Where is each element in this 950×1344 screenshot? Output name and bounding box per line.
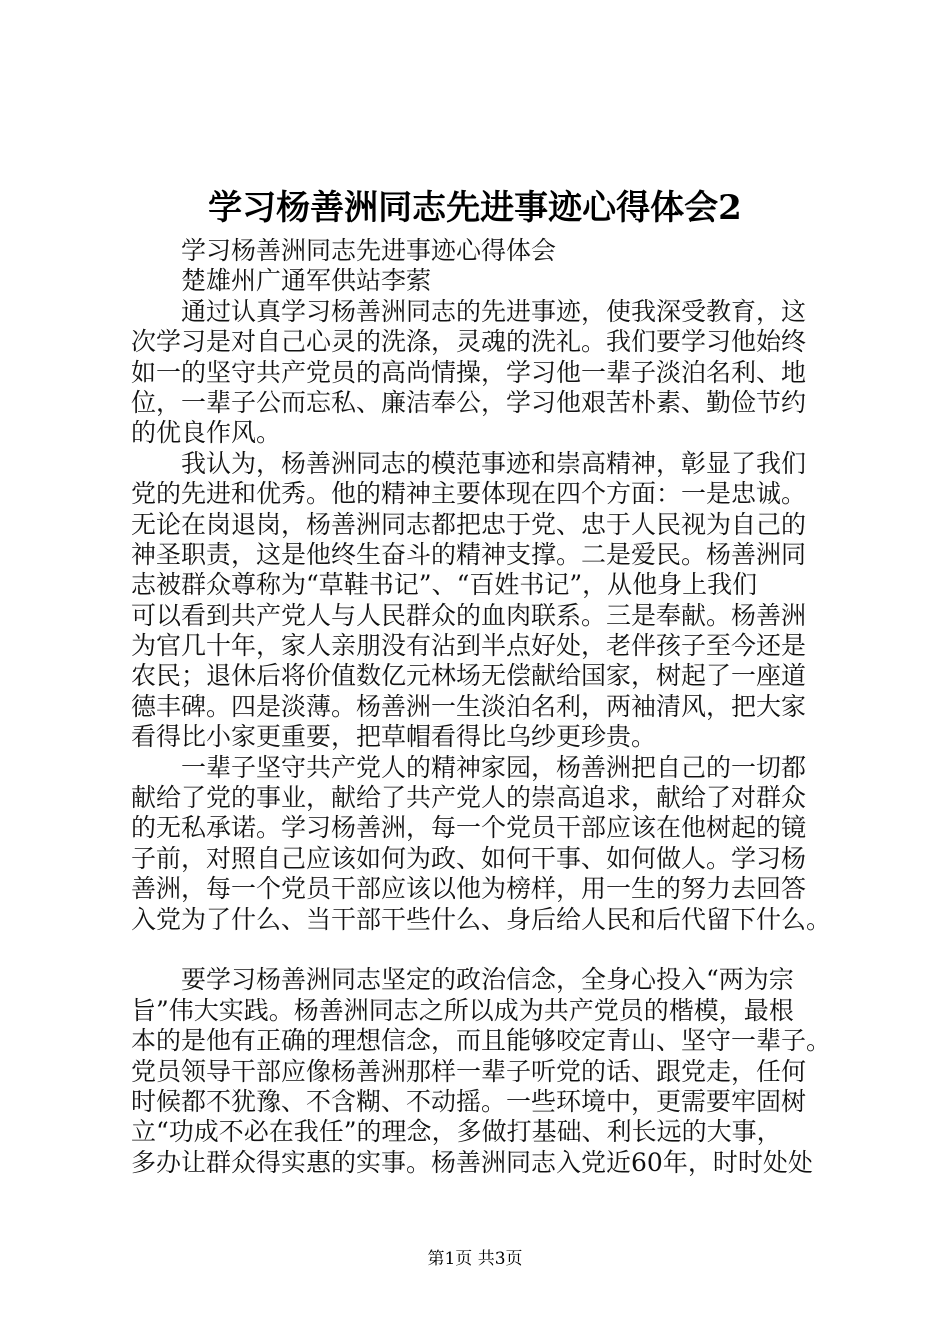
document-title: 学习杨善洲同志先进事迹心得体会2 [208, 188, 742, 228]
paragraph-2-line: 可以看到共产党人与人民群众的血肉联系。三是奉献。杨善洲 [131, 600, 807, 630]
author-line: 楚雄州广通军供站李萦 [181, 266, 432, 296]
paragraph-3-line: 善洲，每一个党员干部应该以他为榜样，用一生的努力去回答 [131, 874, 807, 904]
page-number-footer: 第1页 共3页 [427, 1249, 523, 1269]
paragraph-3-line: 的无私承诺。学习杨善洲，每一个党员干部应该在他树起的镜 [131, 813, 807, 843]
blank-line [131, 935, 831, 965]
paragraph-1-line: 如一的坚守共产党员的高尚情操，学习他一辈子淡泊名利、地 [131, 357, 807, 387]
paragraph-2-line: 党的先进和优秀。他的精神主要体现在四个方面：一是忠诚。 [131, 479, 807, 509]
subtitle-line: 学习杨善洲同志先进事迹心得体会 [181, 236, 557, 265]
paragraph-4-line: 时候都不犹豫、不含糊、不动摇。一些环境中，更需要牢固树 [131, 1086, 807, 1116]
paragraph-1-line: 的优良作风。 [131, 418, 282, 448]
paragraph-4-line: 要学习杨善洲同志坚定的政治信念，全身心投入“两为宗 [181, 965, 794, 995]
paragraph-3-line: 入党为了什么、当干部干些什么、身后给人民和后代留下什么。 [131, 904, 832, 934]
paragraph-3-line: 一辈子坚守共产党人的精神家园，杨善洲把自己的一切都 [181, 752, 807, 782]
paragraph-2-line: 看得比小家更重要，把草帽看得比乌纱更珍贵。 [131, 722, 657, 752]
paragraph-3-line: 献给了党的事业，献给了共产党人的崇高追求，献给了对群众 [131, 783, 807, 813]
paragraph-4-line: 多办让群众得实惠的实事。杨善洲同志入党近60年，时时处处 [131, 1147, 813, 1177]
paragraph-2-line: 农民；退休后将价值数亿元林场无偿献给国家，树起了一座道 [131, 661, 807, 691]
document-body [131, 236, 831, 1178]
paragraph-4-line: 本的是他有正确的理想信念，而且能够咬定青山、坚守一辈子。 [131, 1026, 832, 1056]
paragraph-2-line: 德丰碑。四是淡薄。杨善洲一生淡泊名利，两袖清风，把大家 [131, 691, 807, 721]
paragraph-4-line: 立“功成不必在我任”的理念，多做打基础、利长远的大事， [131, 1117, 782, 1147]
paragraph-4-line: 旨”伟大实践。杨善洲同志之所以成为共产党员的楷模，最根 [131, 995, 794, 1025]
paragraph-2-line: 我认为，杨善洲同志的模范事迹和崇高精神，彰显了我们 [181, 448, 807, 478]
paragraph-2-line: 为官几十年，家人亲朋没有沾到半点好处，老伴孩子至今还是 [131, 631, 807, 661]
paragraph-1-line: 次学习是对自己心灵的洗涤，灵魂的洗礼。我们要学习他始终 [131, 327, 807, 357]
paragraph-2-line: 志被群众尊称为“草鞋书记”、“百姓书记”，从他身上我们 [131, 570, 758, 600]
paragraph-1-line: 位，一辈子公而忘私、廉洁奉公，学习他艰苦朴素、勤俭节约 [131, 387, 807, 417]
paragraph-4-line: 党员领导干部应像杨善洲那样一辈子听党的话、跟党走，任何 [131, 1056, 807, 1086]
paragraph-2-line: 神圣职责，这是他终生奋斗的精神支撑。二是爱民。杨善洲同 [131, 539, 807, 569]
paragraph-1-line: 通过认真学习杨善洲同志的先进事迹，使我深受教育，这 [181, 296, 807, 326]
paragraph-2-line: 无论在岗退岗，杨善洲同志都把忠于党、忠于人民视为自己的 [131, 509, 807, 539]
paragraph-3-line: 子前，对照自己应该如何为政、如何干事、如何做人。学习杨 [131, 843, 807, 873]
